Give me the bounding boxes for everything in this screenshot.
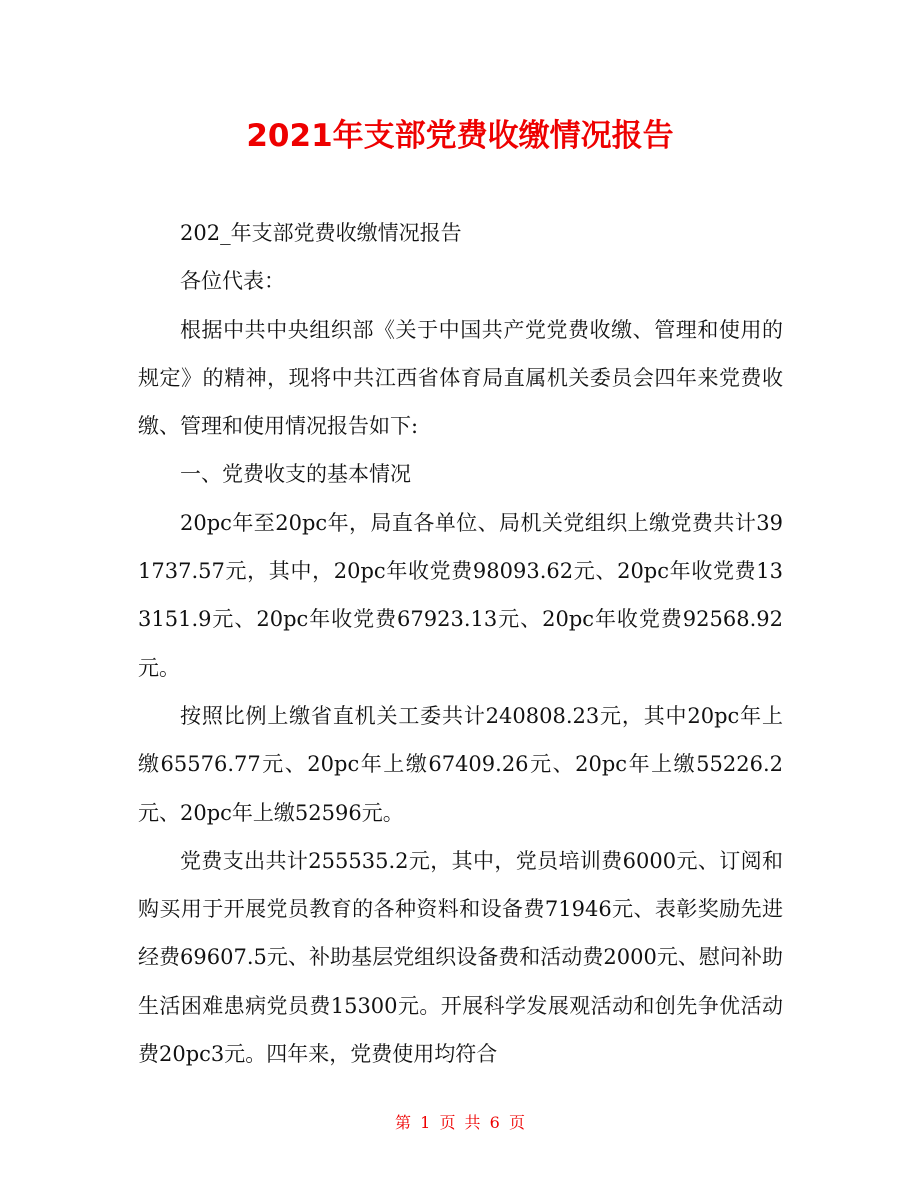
remittance-paragraph: 按照比例上缴省直机关工委共计240808.23元，其中20pc年上缴65576.77元、20pc年上缴67409.26元、20pc年上缴55226.2元、20pc年上缴52596元。: [138, 703, 783, 825]
footer-prefix: 第: [395, 1113, 412, 1132]
footer-total-pages: 6: [489, 1113, 500, 1132]
footer-suffix: 页: [508, 1113, 525, 1132]
footer-total-word: 共: [464, 1113, 481, 1132]
intro-paragraph: 根据中共中央组织部《关于中国共产党党费收缴、管理和使用的规定》的精神，现将中共江西省体育局直属机关委员会四年来党费收缴、管理和使用情况报告如下:: [138, 317, 783, 439]
page-footer: [0, 1111, 920, 1135]
expenditure-paragraph: 党费支出共计255535.2元，其中，党员培训费6000元、订阅和购买用于开展党员教育的各种资料和设备费71946元、表彰奖励先进经费69607.5元、补助基层党组织设备费和活动费2000元、慰问补助生活困难患病党员费15300元。开展科学发展观活动和创先争优活动费20pc3元。四年来，党费使用均符合: [138, 848, 783, 1067]
document-title: 2021年支部党费收缴情况报告: [246, 118, 674, 154]
income-paragraph: 20pc年至20pc年，局直各单位、局机关党组织上缴党费共计391737.57元，其中，20pc年收党费98093.62元、20pc年收党费133151.9元、20pc年收党费67923.13元、20pc年收党费92568.92元。: [138, 510, 783, 680]
footer-page-word: 页: [439, 1113, 456, 1132]
salutation-paragraph: 各位代表：: [180, 269, 285, 294]
section-heading: 一、党费收支的基本情况: [180, 462, 411, 487]
footer-current-page: 1: [420, 1113, 431, 1132]
subtitle-paragraph: 202_年支部党费收缴情况报告: [180, 221, 462, 245]
document-body: [138, 209, 783, 1078]
